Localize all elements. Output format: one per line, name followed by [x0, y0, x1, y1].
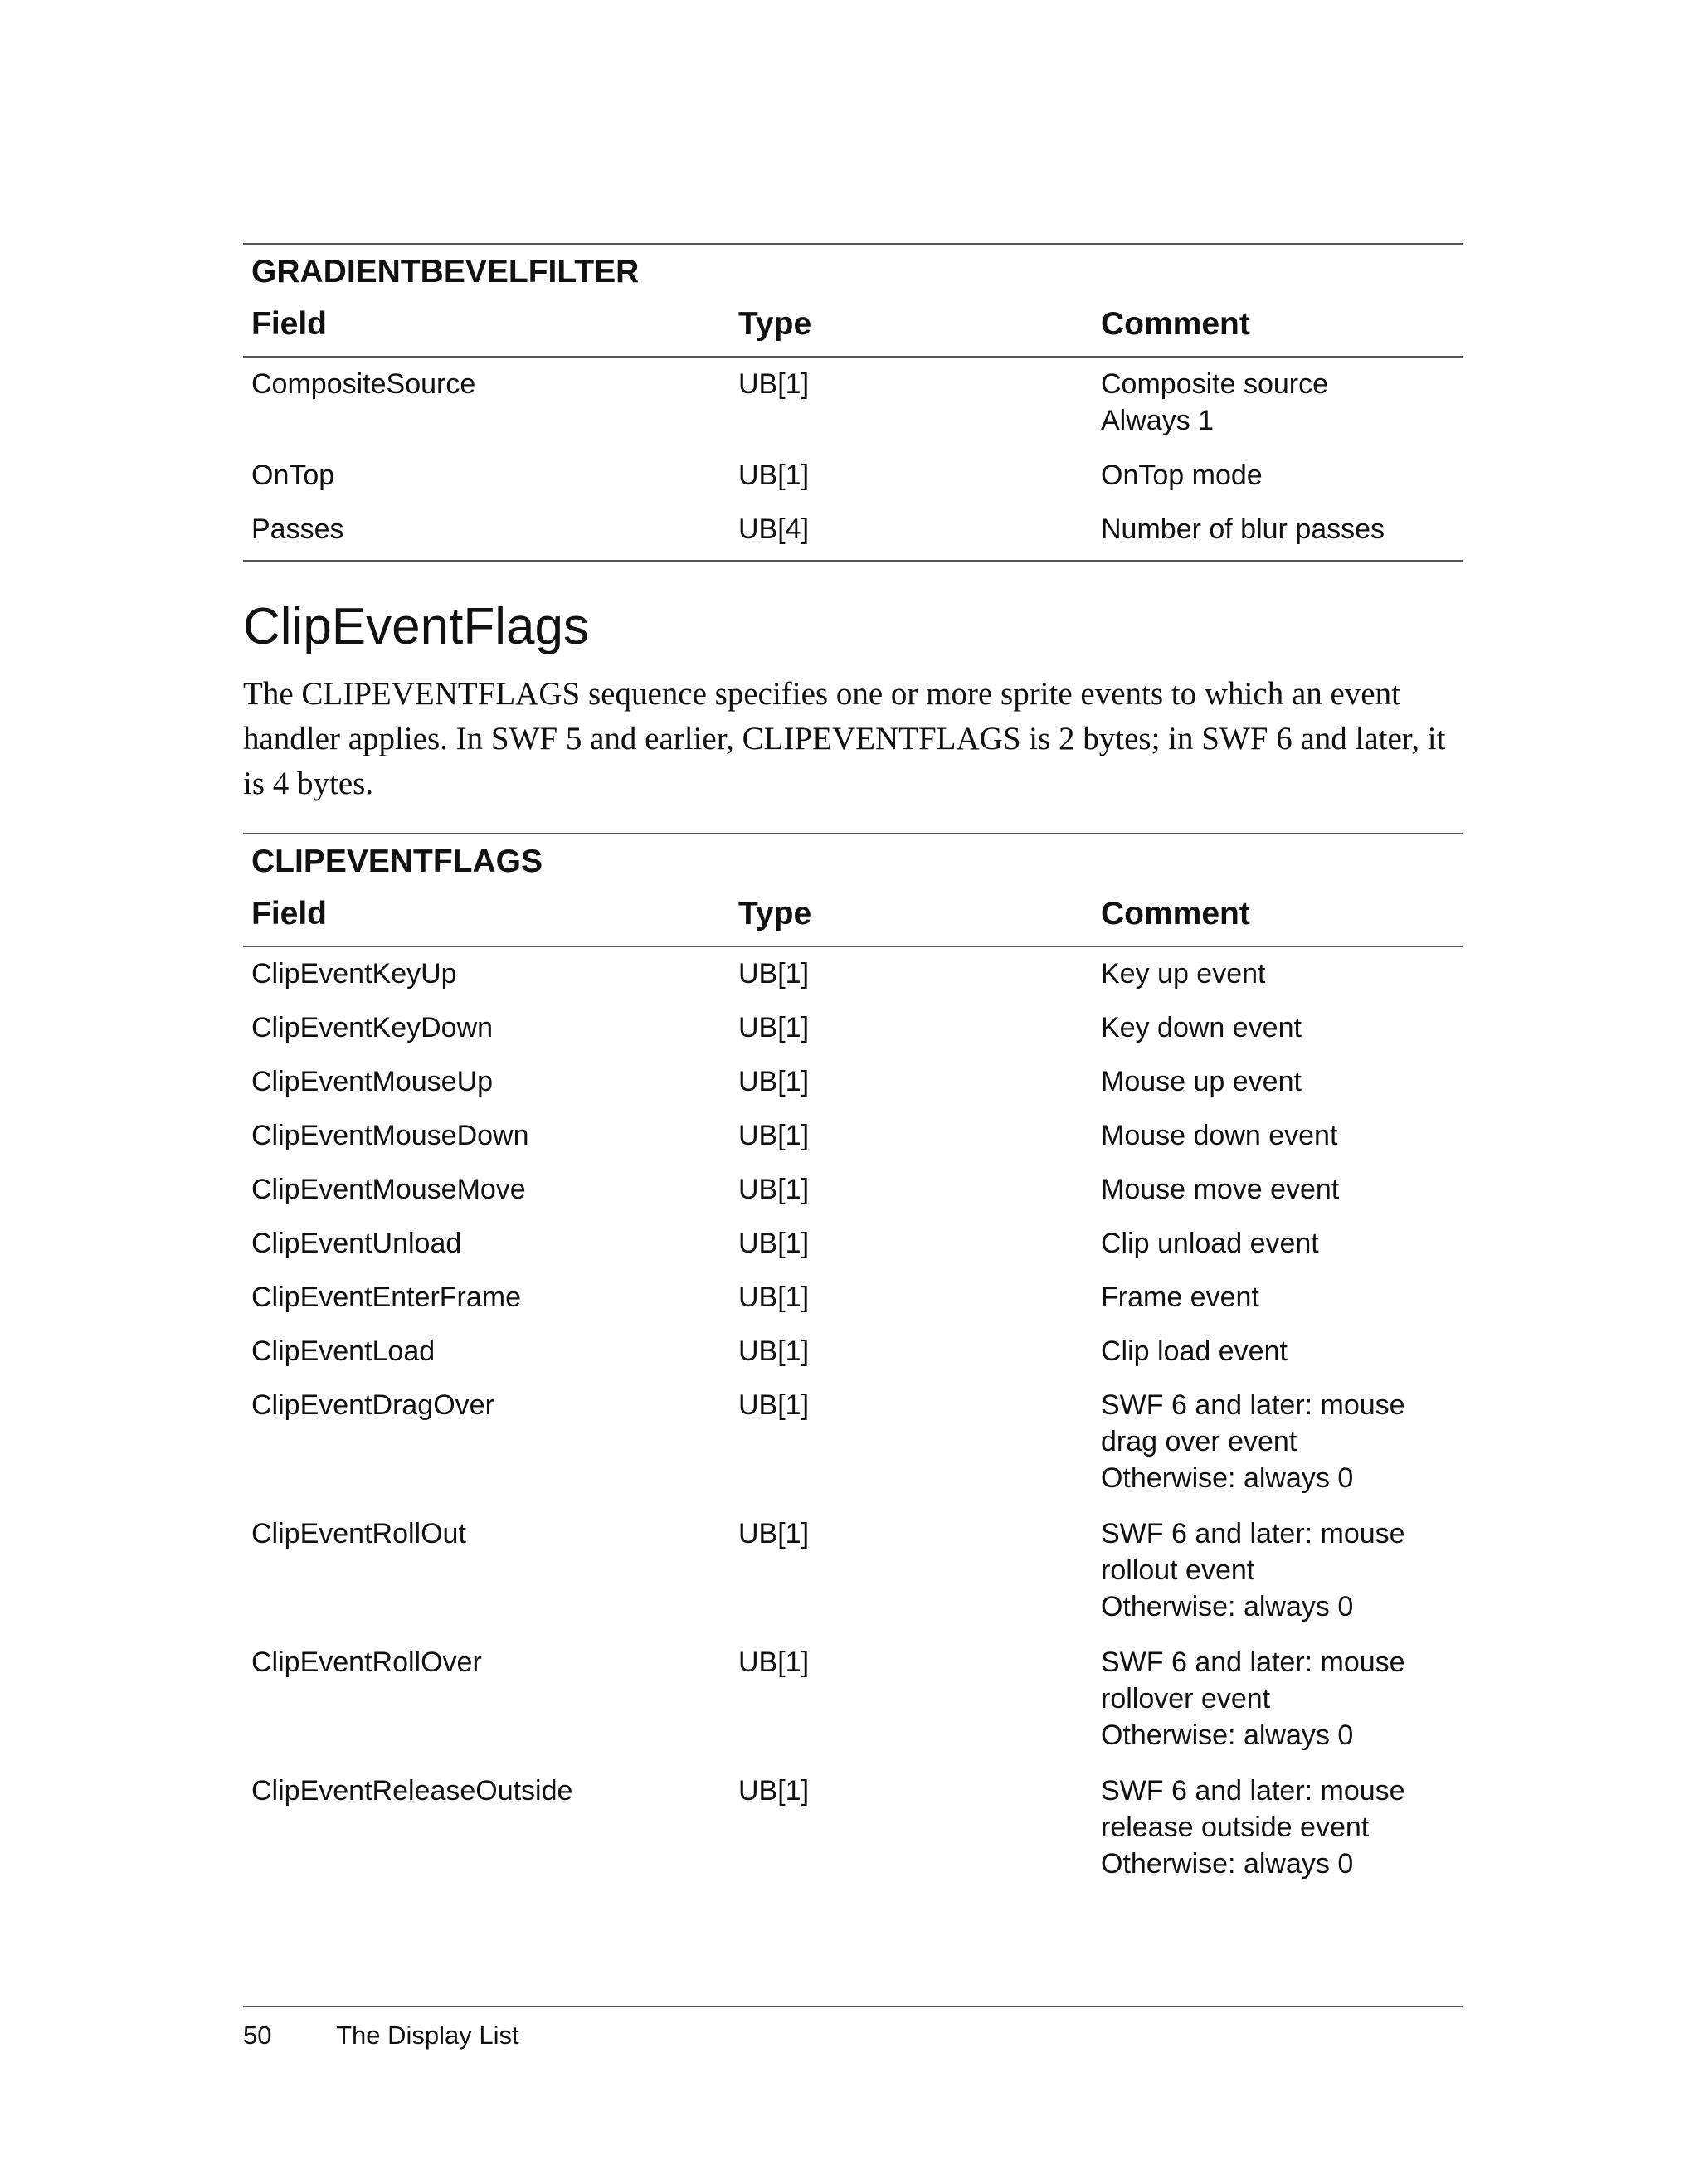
- comment-line: Otherwise: always 0: [1101, 1848, 1354, 1880]
- comment-line: SWF 6 and later: mouse: [1101, 1518, 1405, 1549]
- row-field: ClipEventReleaseOutside: [251, 1775, 573, 1807]
- table-row: [243, 947, 1463, 1001]
- comment-line: Frame event: [1101, 1282, 1259, 1313]
- header-field: Field: [251, 896, 328, 931]
- row-type: UB[1]: [738, 1174, 810, 1205]
- comment-line: Otherwise: always 0: [1101, 1591, 1354, 1622]
- table-row: [243, 1109, 1463, 1163]
- row-type: UB[1]: [738, 958, 810, 990]
- row-field: ClipEventRollOver: [251, 1647, 482, 1678]
- row-comment: [1101, 366, 1458, 439]
- comment-line: release outside event: [1101, 1812, 1370, 1843]
- row-field: ClipEventKeyUp: [251, 958, 457, 990]
- table-header-row: [243, 889, 1463, 947]
- row-type: UB[1]: [738, 1518, 810, 1549]
- row-type: UB[1]: [738, 1647, 810, 1678]
- row-type: UB[1]: [738, 460, 810, 491]
- table-title: GRADIENTBEVELFILTER: [251, 254, 640, 289]
- header-field: Field: [251, 306, 328, 342]
- row-type: UB[1]: [738, 1282, 810, 1313]
- row-field: ClipEventLoad: [251, 1335, 436, 1367]
- row-type: UB[4]: [738, 513, 810, 545]
- table-row: [243, 1379, 1463, 1507]
- comment-line: OnTop mode: [1101, 460, 1263, 491]
- row-field: ClipEventMouseMove: [251, 1174, 526, 1205]
- table-bottom-rule: [243, 560, 1463, 562]
- row-field: ClipEventUnload: [251, 1228, 462, 1259]
- comment-line: Mouse down event: [1101, 1120, 1338, 1151]
- row-type: UB[1]: [738, 1775, 810, 1807]
- comment-line: Clip unload event: [1101, 1228, 1319, 1259]
- row-comment: [1101, 1773, 1458, 1882]
- table-row: [243, 503, 1463, 560]
- header-type: Type: [738, 306, 812, 342]
- table-row: [243, 1163, 1463, 1217]
- row-type: UB[1]: [738, 1335, 810, 1367]
- row-type: UB[1]: [738, 1120, 810, 1151]
- row-field: Passes: [251, 513, 344, 545]
- comment-line: Always 1: [1101, 405, 1215, 436]
- comment-line: Number of blur passes: [1101, 513, 1385, 545]
- comment-line: SWF 6 and later: mouse: [1101, 1647, 1405, 1678]
- row-type: UB[1]: [738, 1012, 810, 1043]
- comment-line: SWF 6 and later: mouse: [1101, 1775, 1405, 1807]
- row-field: ClipEventRollOut: [251, 1518, 466, 1549]
- header-comment: Comment: [1101, 306, 1250, 342]
- row-field: ClipEventDragOver: [251, 1389, 494, 1421]
- section-title: ClipEventFlags: [243, 598, 589, 655]
- comment-line: Mouse up event: [1101, 1066, 1302, 1097]
- comment-line: Clip load event: [1101, 1335, 1288, 1367]
- table-row: [243, 1271, 1463, 1325]
- comment-line: drag over event: [1101, 1426, 1297, 1457]
- row-comment: [1101, 956, 1458, 992]
- row-comment: [1101, 1009, 1458, 1046]
- table-row: [243, 1507, 1463, 1636]
- row-comment: [1101, 1225, 1458, 1262]
- table-row: [243, 358, 1463, 449]
- table-title: CLIPEVENTFLAGS: [251, 844, 543, 879]
- row-type: UB[1]: [738, 1066, 810, 1097]
- comment-line: rollout event: [1101, 1554, 1255, 1586]
- row-field: ClipEventKeyDown: [251, 1012, 494, 1043]
- row-type: UB[1]: [738, 1228, 810, 1259]
- gradientbevelfilter-table: [243, 243, 1463, 562]
- header-type: Type: [738, 896, 812, 931]
- comment-line: Key up event: [1101, 958, 1266, 990]
- comment-line: Otherwise: always 0: [1101, 1719, 1354, 1751]
- page-number: 50: [243, 2021, 272, 2050]
- chapter-title: The Display List: [336, 2021, 519, 2050]
- table-row: [243, 1325, 1463, 1379]
- row-comment: [1101, 1333, 1458, 1369]
- row-field: ClipEventMouseUp: [251, 1066, 494, 1097]
- row-type: UB[1]: [738, 368, 810, 400]
- row-field: OnTop: [251, 460, 335, 491]
- table-row: [243, 1217, 1463, 1271]
- clipeventflags-table: [243, 833, 1463, 1893]
- table-header-row: [243, 299, 1463, 358]
- comment-line: SWF 6 and later: mouse: [1101, 1389, 1405, 1421]
- comment-line: Mouse move event: [1101, 1174, 1340, 1205]
- row-comment: [1101, 1063, 1458, 1100]
- row-type: UB[1]: [738, 1389, 810, 1421]
- page-footer: [243, 2017, 519, 2054]
- comment-line: Key down event: [1101, 1012, 1302, 1043]
- row-comment: [1101, 1644, 1458, 1754]
- header-comment: Comment: [1101, 896, 1250, 931]
- comment-line: rollover event: [1101, 1683, 1271, 1715]
- table-row: [243, 1636, 1463, 1764]
- row-comment: [1101, 1117, 1458, 1154]
- row-comment: [1101, 1279, 1458, 1316]
- row-field: ClipEventMouseDown: [251, 1120, 529, 1151]
- row-field: ClipEventEnterFrame: [251, 1282, 522, 1313]
- footer-rule: [243, 2006, 1463, 2007]
- table-row: [243, 1001, 1463, 1055]
- row-comment: [1101, 511, 1458, 547]
- section-paragraph: The CLIPEVENTFLAGS sequence specifies one or more sprite events to which an event handler applies. In SWF 5 and earlier, CLIPEVENTFLAGS is 2 bytes; in SWF 6 and later, it is 4 bytes.: [243, 676, 1446, 801]
- comment-line: Otherwise: always 0: [1101, 1462, 1354, 1494]
- row-comment: [1101, 457, 1458, 494]
- row-comment: [1101, 1171, 1458, 1208]
- row-field: CompositeSource: [251, 368, 476, 400]
- row-comment: [1101, 1515, 1458, 1625]
- row-comment: [1101, 1387, 1458, 1496]
- table-row: [243, 1055, 1463, 1109]
- comment-line: Composite source: [1101, 368, 1329, 400]
- table-row: [243, 449, 1463, 503]
- table-row: [243, 1764, 1463, 1893]
